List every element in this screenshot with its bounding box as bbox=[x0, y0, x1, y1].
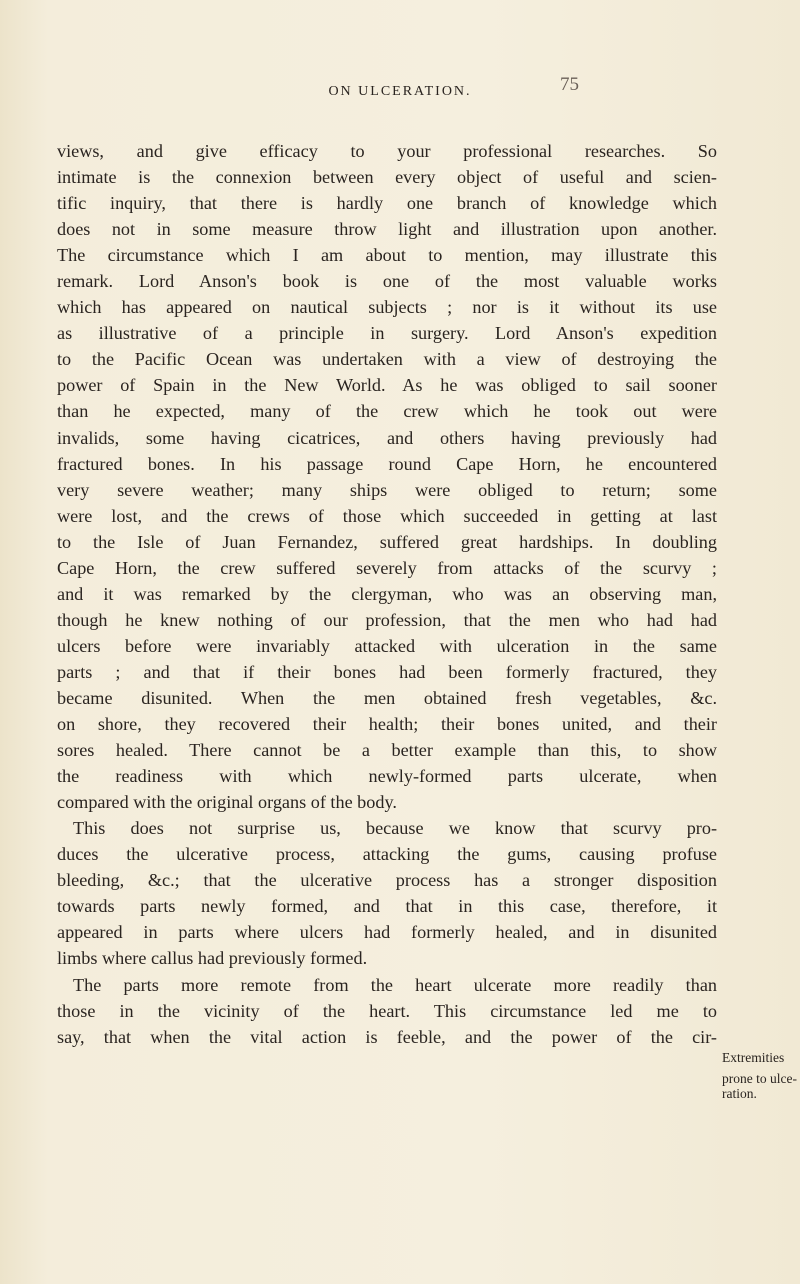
text-line: and it was remarked by the clergyman, who was an observing man, bbox=[57, 583, 717, 604]
text-line: The circumstance which I am about to mention, may illustrate this bbox=[57, 245, 717, 266]
body-text bbox=[57, 138, 717, 1050]
text-line: parts ; and that if their bones had been formerly fractured, they bbox=[57, 661, 717, 682]
text-line: does not in some measure throw light and illustration upon another. bbox=[57, 219, 717, 240]
text-line: towards parts newly formed, and that in this case, therefore, it bbox=[57, 896, 717, 917]
text-line: compared with the original organs of the body. bbox=[57, 792, 397, 813]
text-line: This does not surprise us, because we know that scurvy pro- bbox=[73, 818, 717, 839]
text-line: to the Isle of Juan Fernandez, suffered great hardships. In doubling bbox=[57, 531, 717, 552]
text-line: intimate is the connexion between every object of useful and scien- bbox=[57, 167, 717, 188]
text-line: duces the ulcerative process, attacking the gums, causing profuse bbox=[57, 844, 717, 865]
text-line: invalids, some having cicatrices, and others having previously had bbox=[57, 427, 717, 448]
text-line: on shore, they recovered their health; their bones united, and their bbox=[57, 714, 717, 735]
text-line: power of Spain in the New World. As he was obliged to sail sooner bbox=[57, 375, 717, 396]
text-line: fractured bones. In his passage round Cape Horn, he encountered bbox=[57, 453, 717, 474]
text-line: which has appeared on nautical subjects ; nor is it without its use bbox=[57, 297, 717, 318]
text-line: appeared in parts where ulcers had formerly healed, and in disunited bbox=[57, 922, 717, 943]
text-line: to the Pacific Ocean was undertaken with a view of destroying the bbox=[57, 349, 717, 370]
text-line: limbs where callus had previously formed. bbox=[57, 948, 368, 969]
text-line: ulcers before were invariably attacked with ulceration in the same bbox=[57, 635, 717, 656]
text-line: sores healed. There cannot be a better example than this, to show bbox=[57, 740, 717, 761]
text-line: tific inquiry, that there is hardly one branch of knowledge which bbox=[57, 193, 717, 214]
text-line: as illustrative of a principle in surgery. Lord Anson's expedition bbox=[57, 323, 717, 344]
text-line: views, and give efficacy to your professional researches. So bbox=[57, 141, 717, 161]
text-line: those in the vicinity of the heart. This circumstance led me to bbox=[57, 1000, 717, 1021]
text-line: bleeding, &c.; that the ulcerative process has a stronger disposition bbox=[57, 870, 717, 891]
text-line: remark. Lord Anson's book is one of the most valuable works bbox=[57, 271, 717, 292]
margin-note-line: Extremities bbox=[722, 1050, 785, 1065]
page-number: 75 bbox=[560, 74, 579, 95]
text-line: became disunited. When the men obtained fresh vegetables, &c. bbox=[57, 687, 717, 708]
text-line: were lost, and the crews of those which succeeded in getting at last bbox=[57, 505, 717, 526]
margin-note-line: ration. bbox=[722, 1086, 757, 1101]
text-line: though he knew nothing of our profession, that the men who had had bbox=[57, 609, 717, 630]
text-line: than he expected, many of the crew which he took out were bbox=[57, 401, 717, 422]
text-line: Cape Horn, the crew suffered severely from attacks of the scurvy ; bbox=[57, 557, 717, 578]
margin-note-line: prone to ulce- bbox=[722, 1071, 797, 1086]
text-line: the readiness with which newly-formed parts ulcerate, when bbox=[57, 766, 717, 787]
text-line: say, that when the vital action is feeble, and the power of the cir- bbox=[57, 1026, 717, 1047]
text-line: The parts more remote from the heart ulcerate more readily than bbox=[73, 974, 717, 995]
text-line: very severe weather; many ships were obliged to return; some bbox=[57, 479, 717, 500]
running-title: ON ULCERATION. bbox=[328, 84, 472, 99]
